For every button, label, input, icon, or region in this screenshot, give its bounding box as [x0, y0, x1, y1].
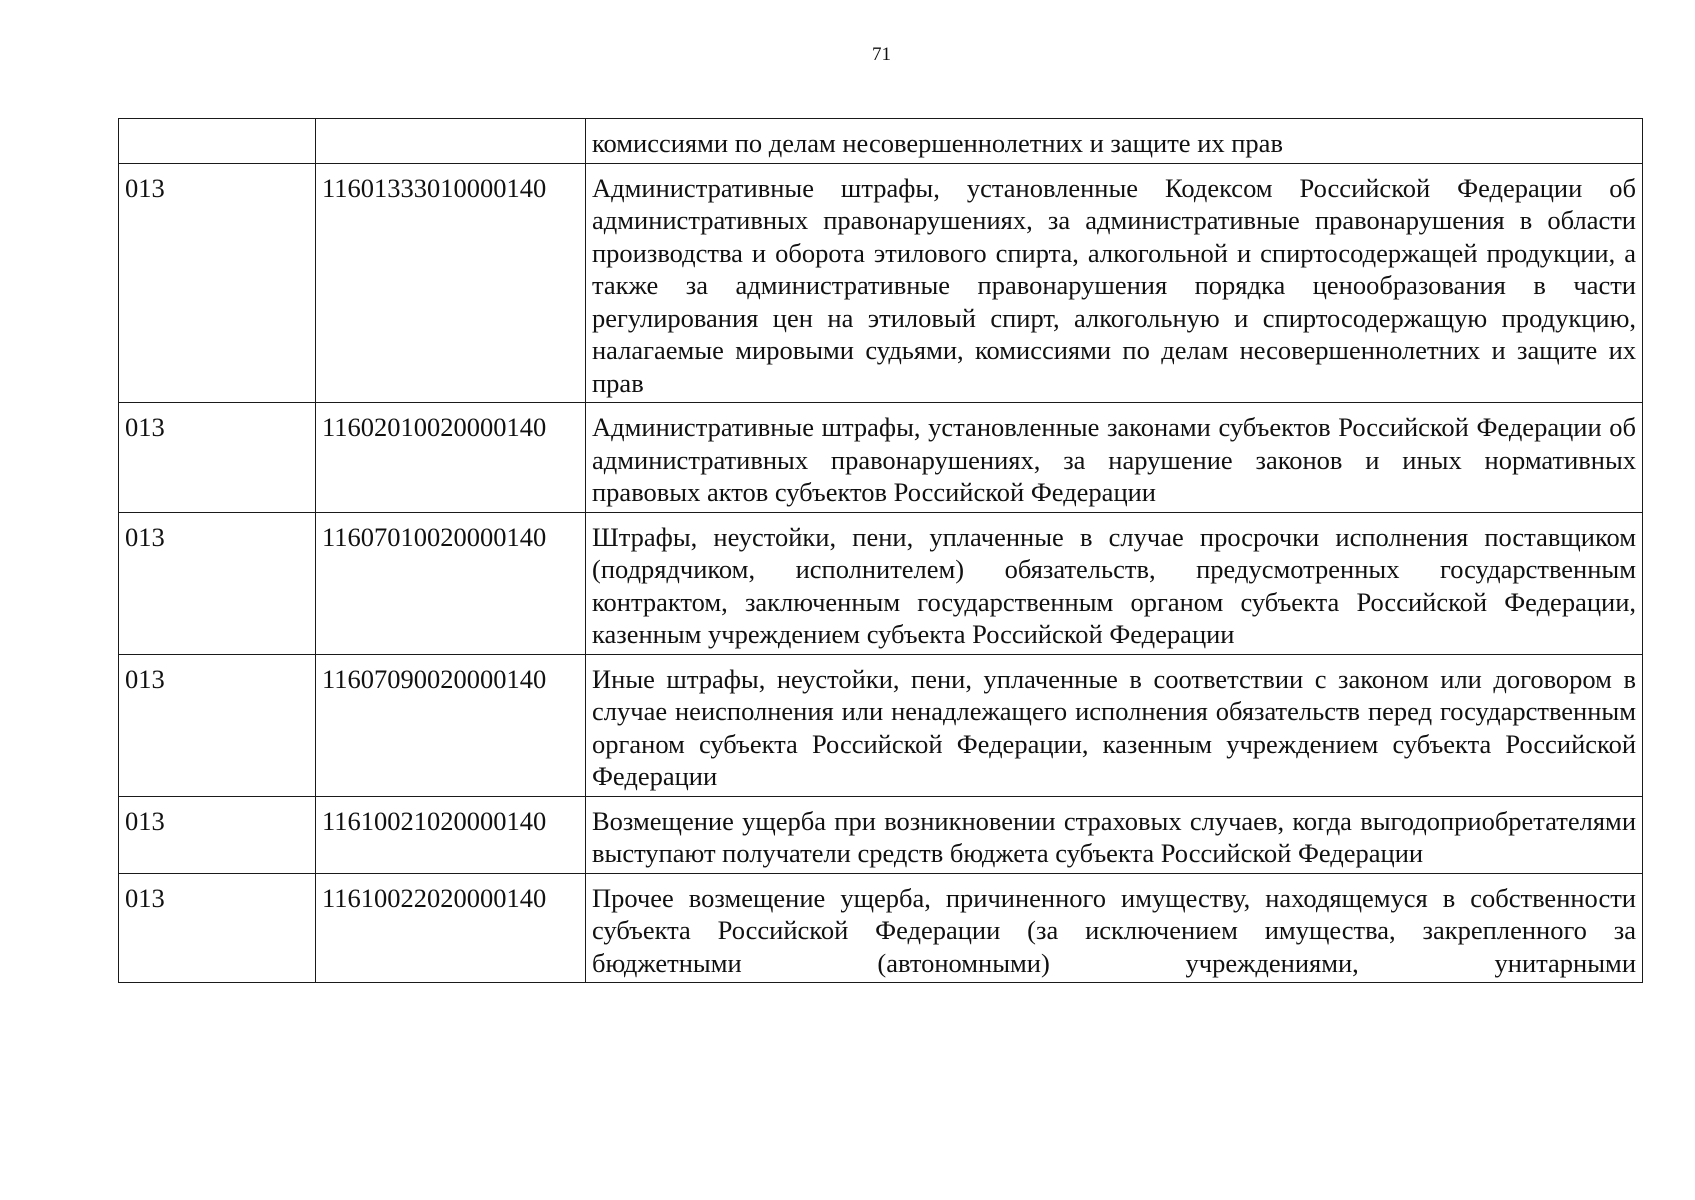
budget-code-cell — [316, 119, 586, 164]
admin-code-cell: 013 — [119, 163, 316, 403]
budget-code-cell: 11610022020000140 — [316, 873, 586, 983]
description-cell: Административные штрафы, установленные законами субъектов Российской Федерации об административных правонарушениях, за нарушение законов и иных нормативных правовых актов субъектов Российской Федерации — [586, 403, 1643, 513]
budget-code-cell: 11601333010000140 — [316, 163, 586, 403]
budget-code-cell: 11610021020000140 — [316, 796, 586, 873]
budget-code-cell: 11607010020000140 — [316, 512, 586, 654]
description-cell: Иные штрафы, неустойки, пени, уплаченные в соответствии с законом или договором в случае неисполнения или ненадлежащего исполнения обязательств перед государственным органом субъекта Российской Федерации, казенным учреждением субъекта Российской Федерации — [586, 654, 1643, 796]
description-cell: Возмещение ущерба при возникновении страховых случаев, когда выгодоприобретателями выступают получатели средств бюджета субъекта Российской Федерации — [586, 796, 1643, 873]
table-row — [119, 119, 1643, 164]
admin-code-cell: 013 — [119, 873, 316, 983]
description-cell: комиссиями по делам несовершеннолетних и защите их прав — [586, 119, 1643, 164]
table-row — [119, 403, 1643, 513]
page-number: 71 — [872, 44, 891, 65]
table-row — [119, 512, 1643, 654]
description-cell: Административные штрафы, установленные Кодексом Российской Федерации об административных правонарушениях, за административные правонарушения в области производства и оборота этилового спирта, алкогольной и спиртосодержащей продукции, а также за административные правонарушения порядка ценообразования в части регулирования цен на этиловый спирт, алкогольную и спиртосодержащую продукцию, налагаемые мировыми судьями, комиссиями по делам несовершеннолетних и защите их прав — [586, 163, 1643, 403]
description-cell: Штрафы, неустойки, пени, уплаченные в случае просрочки исполнения поставщиком (подрядчиком, исполнителем) обязательств, предусмотренных государственным контрактом, заключенным государственным органом субъекта Российской Федерации, казенным учреждением субъекта Российской Федерации — [586, 512, 1643, 654]
budget-classification-table — [118, 118, 1643, 983]
table-row — [119, 654, 1643, 796]
table-row — [119, 873, 1643, 983]
admin-code-cell — [119, 119, 316, 164]
description-cell: Прочее возмещение ущерба, причиненного имуществу, находящемуся в собственности субъекта Российской Федерации (за исключением имущества, закрепленного за бюджетными (автономными) учреждениями, унитарными — [586, 873, 1643, 983]
admin-code-cell: 013 — [119, 512, 316, 654]
table-row — [119, 796, 1643, 873]
admin-code-cell: 013 — [119, 654, 316, 796]
budget-code-cell: 11607090020000140 — [316, 654, 586, 796]
budget-code-cell: 11602010020000140 — [316, 403, 586, 513]
admin-code-cell: 013 — [119, 796, 316, 873]
table-row — [119, 163, 1643, 403]
admin-code-cell: 013 — [119, 403, 316, 513]
